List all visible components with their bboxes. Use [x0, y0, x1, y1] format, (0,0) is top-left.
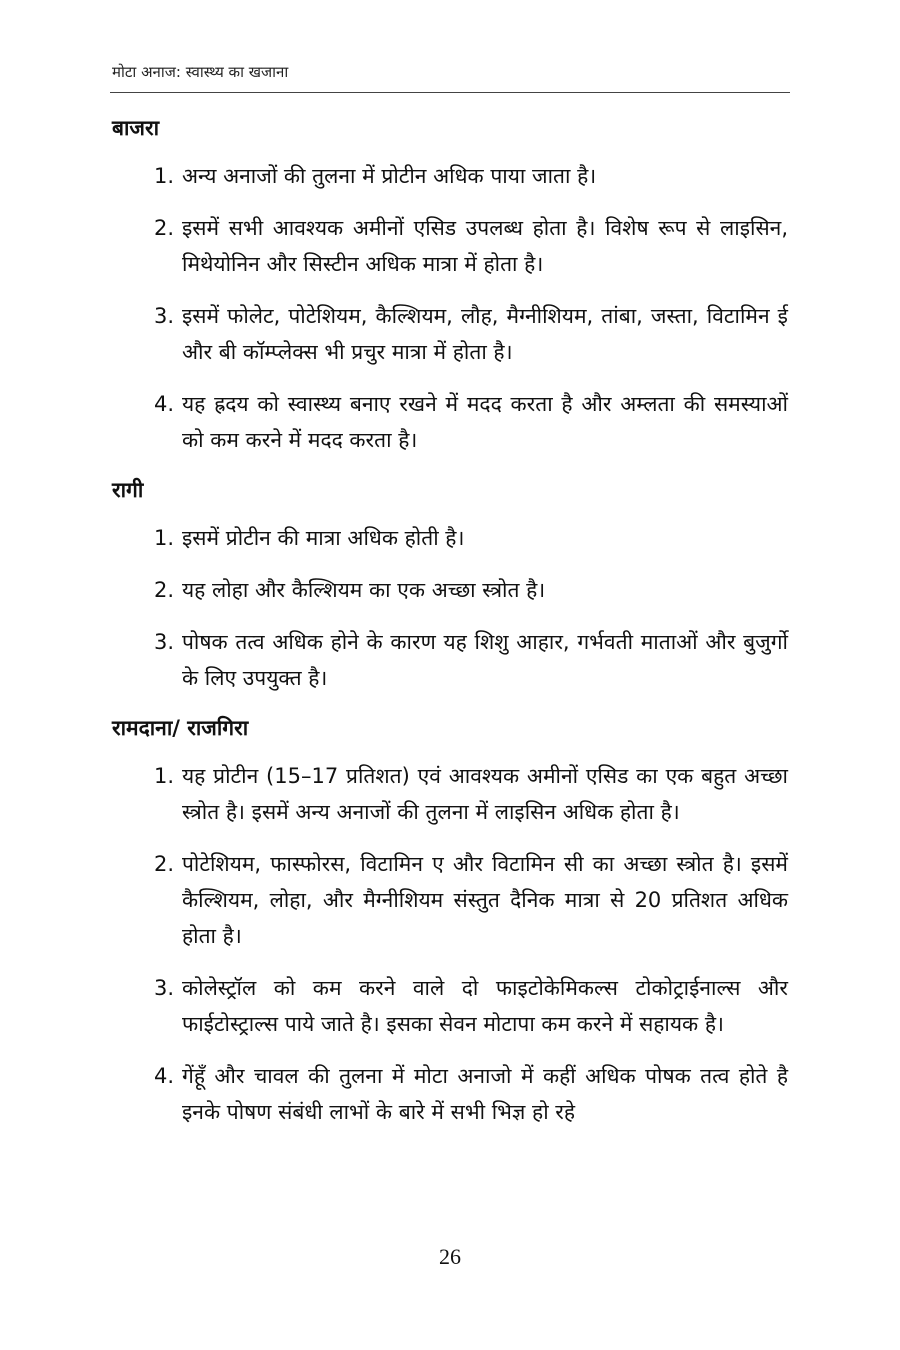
page-number: 26: [439, 1244, 461, 1269]
list-item: [112, 1058, 788, 1130]
item-number: 4.: [153, 392, 174, 416]
item-text: यह ह्रदय को स्वास्थ्य बनाए रखने में मदद करता है और अम्लता की समस्याओं को कम करने में मदद करता है।: [182, 392, 788, 452]
list-item: [112, 298, 788, 370]
list-item: [112, 970, 788, 1042]
item-text: यह प्रोटीन (15–17 प्रतिशत) एवं आवश्यक अमीनों एसिड का एक बहुत अच्छा स्त्रोत है। इसमें अन्य अनाजों की तुलना में लाइसिन अधिक होता है।: [182, 764, 788, 824]
running-header: मोटा अनाज: स्वास्थ्य का खजाना: [112, 63, 289, 81]
section-heading: रामदाना/ राजगिरा: [112, 716, 249, 740]
page-content: [112, 112, 788, 1146]
item-text: कोलेस्ट्रॉल को कम करने वाले दो फाइटोकेमिकल्स टोकोट्राईनाल्स और फाईटोस्ट्राल्स पाये जाते है। इसका सेवन मोटापा कम करने में सहायक है।: [182, 976, 788, 1036]
item-number: 3.: [153, 976, 174, 1000]
item-number: 1.: [153, 526, 174, 550]
item-number: 1.: [153, 164, 174, 188]
item-number: 3.: [153, 630, 174, 654]
section-heading: रागी: [112, 478, 144, 502]
item-text: अन्य अनाजों की तुलना में प्रोटीन अधिक पाया जाता है।: [182, 164, 597, 188]
item-text: पोटेशियम, फास्फोरस, विटामिन ए और विटामिन सी का अच्छा स्त्रोत है। इसमें कैल्शियम, लोहा, और मैग्नीशियम संस्तुत दैनिक मात्रा से 20 प्रतिशत अधिक होता है।: [182, 852, 788, 948]
item-text: पोषक तत्व अधिक होने के कारण यह शिशु आहार, गर्भवती माताओं और बुजुर्गो के लिए उपयुक्त है।: [182, 630, 788, 690]
item-number: 2.: [153, 578, 174, 602]
header-divider: [110, 92, 790, 93]
list-item: [112, 846, 788, 954]
list-item: [112, 386, 788, 458]
list-item: [112, 624, 788, 696]
section-ramdana: [112, 712, 788, 1130]
list-item: [112, 158, 788, 194]
section-ragi: [112, 474, 788, 696]
list-item: [112, 572, 788, 608]
numbered-list: [112, 758, 788, 1130]
item-number: 2.: [153, 852, 174, 876]
item-number: 1.: [153, 764, 174, 788]
list-item: [112, 758, 788, 830]
list-item: [112, 210, 788, 282]
item-number: 3.: [153, 304, 174, 328]
item-number: 2.: [153, 216, 174, 240]
section-bajra: [112, 112, 788, 458]
section-heading: बाजरा: [112, 116, 160, 140]
item-text: इसमें प्रोटीन की मात्रा अधिक होती है।: [182, 526, 465, 550]
numbered-list: [112, 520, 788, 696]
list-item: [112, 520, 788, 556]
item-number: 4.: [153, 1064, 174, 1088]
item-text: यह लोहा और कैल्शियम का एक अच्छा स्त्रोत है।: [182, 578, 546, 602]
item-text: इसमें फोलेट, पोटेशियम, कैल्शियम, लौह, मैग्नीशियम, तांबा, जस्ता, विटामिन ई और बी कॉम्प्लेक्स भी प्रचुर मात्रा में होता है।: [182, 304, 788, 364]
item-text: गेंहूँ और चावल की तुलना में मोटा अनाजो में कहीं अधिक पोषक तत्व होते है इनके पोषण संबंधी लाभों के बारे में सभी भिज्ञ हो रहे: [182, 1064, 788, 1124]
numbered-list: [112, 158, 788, 458]
item-text: इसमें सभी आवश्यक अमीनों एसिड उपलब्ध होता है। विशेष रूप से लाइसिन, मिथेयोनिन और सिस्टीन अधिक मात्रा में होता है।: [182, 216, 788, 276]
